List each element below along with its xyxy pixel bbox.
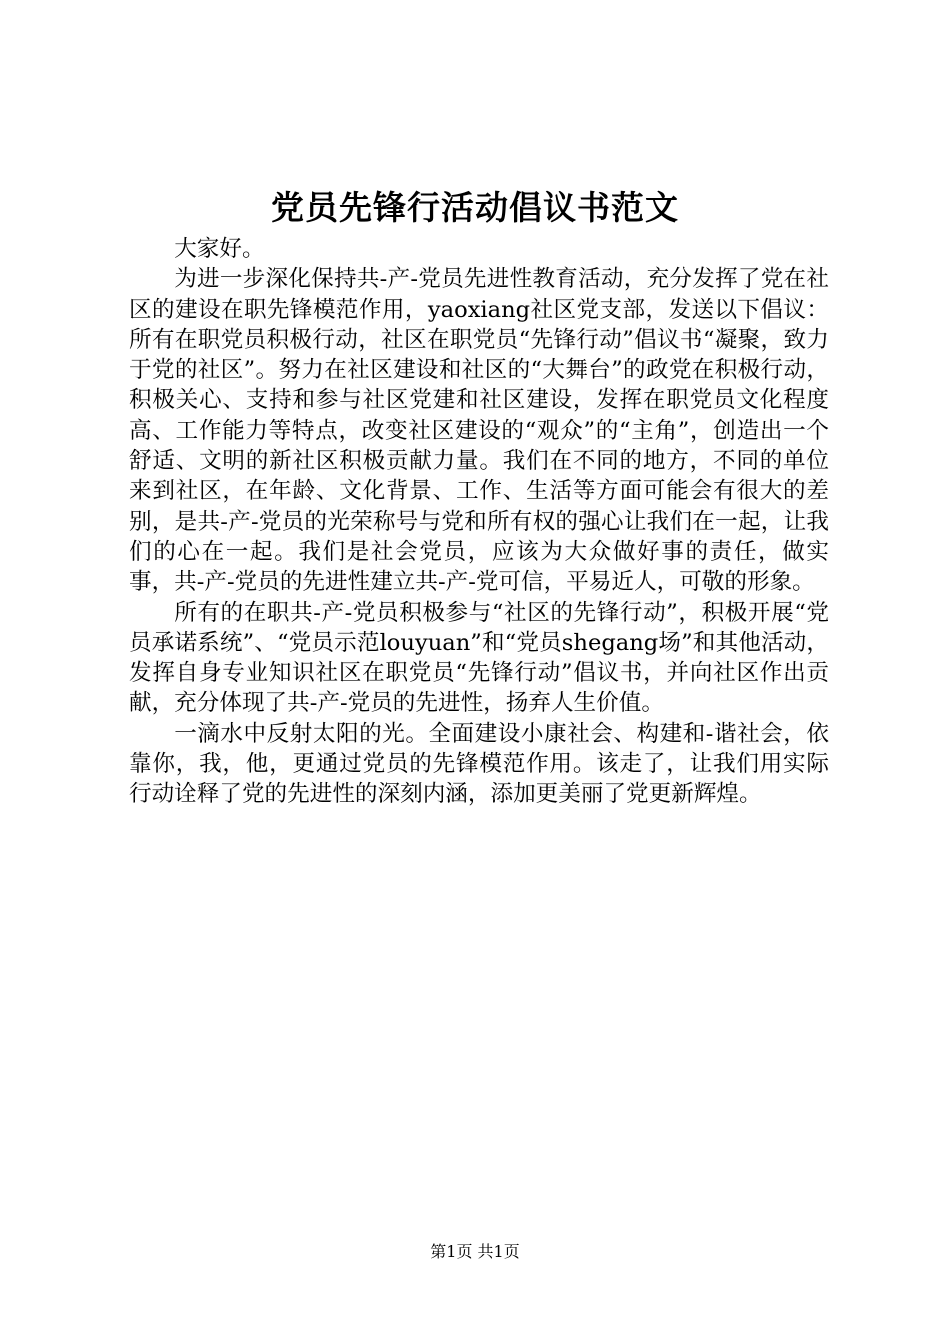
paragraph-3: 一滴水中反射太阳的光。全面建设小康社会、构建和-谐社会，依靠你，我，他，更通过党员的先锋模范作用。该走了，让我们用实际行动诠释了党的先进性的深刻内涵，添加更美丽了党更新辉煌。 bbox=[129, 720, 829, 808]
paragraph-2: 所有的在职共-产-党员积极参与“社区的先锋行动”，积极开展“党员承诺系统”、“党员示范louyuan”和“党员shegang场”和其他活动，发挥自身专业知识社区在职党员“先锋行动”倡议书，并向社区作出贡献，充分体现了共-产-党员的先进性，扬弃人生价值。 bbox=[129, 599, 829, 717]
paragraph-1: 为进一步深化保持共-产-党员先进性教育活动，充分发挥了党在社区的建设在职先锋模范作用，yaoxiang社区党支部，发送以下倡议：所有在职党员积极行动，社区在职党员“先锋行动”倡议书“凝聚，致力于党的社区”。努力在社区建设和社区的“大舞台”的政党在积极行动，积极关心、支持和参与社区党建和社区建设，发挥在职党员文化程度高、工作能力等特点，改变社区建设的“观众”的“主角”，创造出一个舒适、文明的新社区积极贡献力量。我们在不同的地方，不同的单位来到社区，在年龄、文化背景、工作、生活等方面可能会有很大的差别，是共-产-党员的光荣称号与党和所有权的强心让我们在一起，让我们的心在一起。我们是社会党员，应该为大众做好事的责任，做实事，共-产-党员的先进性建立共-产-党可信，平易近人，可敬的形象。 bbox=[129, 266, 829, 596]
document-body bbox=[129, 234, 829, 810]
paragraph-greeting: 大家好。 bbox=[174, 236, 265, 262]
page-footer: 第1页 共1页 bbox=[430, 1242, 520, 1261]
page-title: 党员先锋行活动倡议书范文 bbox=[271, 188, 679, 227]
